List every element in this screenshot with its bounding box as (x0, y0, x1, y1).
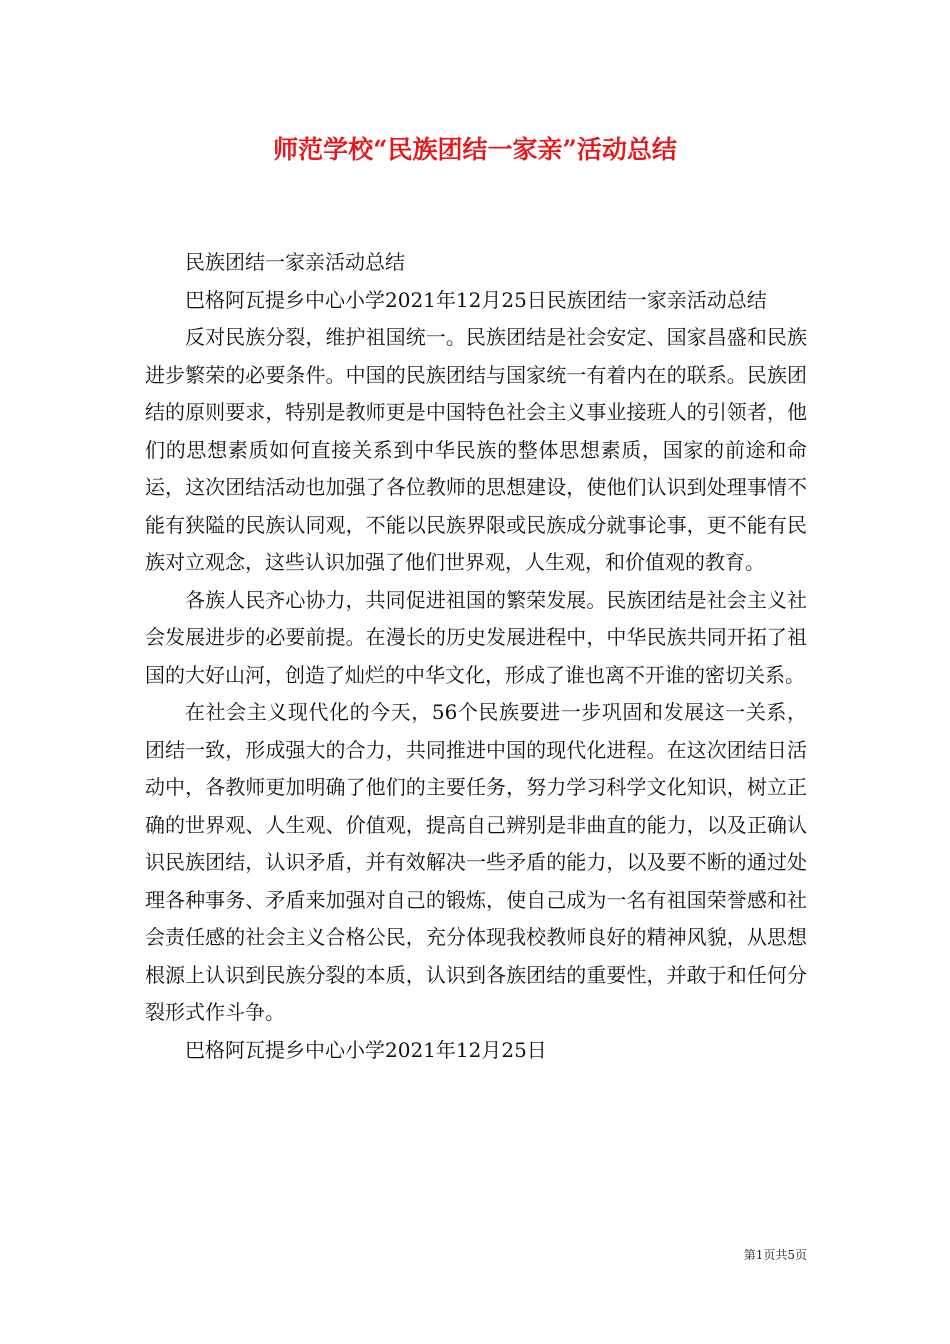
paragraph-heading: 民族团结一家亲活动总结 (185, 250, 405, 274)
document-title: 师范学校“民族团结一家亲”活动总结 (273, 135, 677, 164)
document-body (145, 244, 807, 1069)
page-number: 第1页共5页 (743, 1248, 807, 1262)
paragraph-body-1: 反对民族分裂，维护祖国统一。民族团结是社会安定、国家昌盛和民族进步繁荣的必要条件。中国的民族团结与国家统一有着内在的联系。民族团结的原则要求，特别是教师更是中国特色社会主义事业接班人的引领者，他们的思想素质如何直接关系到中华民族的整体思想素质，国家的前途和命运，这次团结活动也加强了各位教师的思想建设，使他们认识到处理事情不能有狭隘的民族认同观，不能以民族界限或民族成分就事论事，更不能有民族对立观念，这些认识加强了他们世界观，人生观，和价值观的教育。 (145, 325, 807, 574)
paragraph-body-2: 各族人民齐心协力，共同促进祖国的繁荣发展。民族团结是社会主义社会发展进步的必要前提。在漫长的历史发展进程中，中华民族共同开拓了祖国的大好山河，创造了灿烂的中华文化，形成了谁也离不开谁的密切关系。 (145, 587, 807, 687)
paragraph-body-3: 在社会主义现代化的今天，56个民族要进一步巩固和发展这一关系，团结一致，形成强大的合力，共同推进中国的现代化进程。在这次团结日活动中，各教师更加明确了他们的主要任务，努力学习科学文化知识，树立正确的世界观、人生观、价值观，提高自己辨别是非曲直的能力，以及正确认识民族团结，认识矛盾，并有效解决一些矛盾的能力，以及要不断的通过处理各种事务、矛盾来加强对自己的锻炼，使自己成为一名有祖国荣誉感和社会责任感的社会主义合格公民，充分体现我校教师良好的精神风貌，从思想根源上认识到民族分裂的本质，认识到各族团结的重要性，并敢于和任何分裂形式作斗争。 (145, 700, 807, 1024)
paragraph-signature: 巴格阿瓦提乡中心小学2021年12月25日 (185, 1037, 547, 1062)
paragraph-subheading: 巴格阿瓦提乡中心小学2021年12月25日民族团结一家亲活动总结 (185, 287, 767, 312)
